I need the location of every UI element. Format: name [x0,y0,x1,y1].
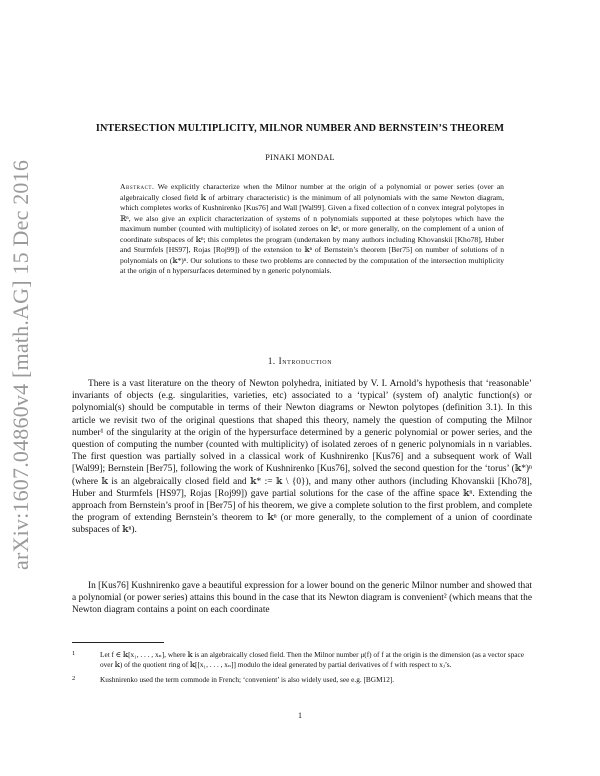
arxiv-stamp: arXiv:1607.04860v4 [math.AG] 15 Dec 2016 [8,159,33,570]
section-title: Introduction [278,356,333,366]
footnote-mark: 2 [72,674,76,682]
footnote-1 [72,650,532,671]
footnote-2 [72,675,532,685]
abstract [120,182,504,277]
paragraph-intro: There is a vast literature on the theory of Newton polyhedra, initiated by V. I. Arnold’s hypothesis that ‘reasonable’ invariants of objects (e.g. singularities, varieties, etc) associated to a ‘typical’ (system of) analytic function(s) or polynomial(s) should be computable in terms of their Newton diagrams or Newton polytopes (definition 3.1). In this article we revisit two of the original questions that shaped this theory, namely the question of computing the Milnor number¹ of the singularity at the origin of the hypersurface determined by a generic polynomial or power series, and the question of computing the number (counted with multiplicity) of isolated zeroes of n generic polynomials in n variables. The first question was partially solved in a classical work of Kushnirenko [Kus76] and a subsequent work of Wall [Wal99]; Bernstein [Ber75], following the work of Kushnirenko [Kus76], solved the second question for the ‘torus’ (𝕜*)ⁿ (where 𝕜 is an algebraically closed field and 𝕜* := 𝕜 \ {0}), and many other authors (including Khovanskii [Kho78], Huber and Sturmfels [HS97], Rojas [Roj99]) gave partial solutions for the case of the affine space 𝕜ⁿ. Extending the approach from Bernstein’s proof in [Ber75] of his theorem, we give a complete solution to the first problem, and complete the program of extending Bernstein’s theorem to 𝕜ⁿ (or more generally, to the complement of a union of coordinate subspaces of 𝕜ⁿ). [72,379,532,536]
abstract-text: We explicitly characterize when the Milnor number at the origin of a polynomial or power series (over an algebraically closed field 𝕜 of arbitrary characteristic) is the minimum of all polynomials with the same Newton diagram, which completes works of Kushnirenko [Kus76] and Wall [Wal99]. Given a fixed collection of n convex integral polytopes in ℝⁿ, we also give an explicit characterization of systems of n polynomials supported at these polytopes which have the maximum number (counted with multiplicity) of isolated zeroes on 𝕜ⁿ, or more generally, on the complement of a union of coordinate subspaces of 𝕜ⁿ; this completes the program (undertaken by many authors including Khovanskii [Kho78], Huber and Sturmfels [HS97], Rojas [Roj99]) of the extension to 𝕜ⁿ of Bernstein’s theorem [Ber75] on number of solutions of n polynomials on (𝕜*)ⁿ. Our solutions to these two problems are connected by the computation of the intersection multiplicity at the origin of n hypersurfaces determined by n generic polynomials. [120,182,504,275]
author-name: PINAKI MONDAL [265,153,335,162]
footnote-mark: 1 [72,650,76,657]
footnote-rule [72,642,164,643]
section-number: 1. [267,356,276,366]
paper-title: INTERSECTION MULTIPLICITY, MILNOR NUMBER AND BERNSTEIN’S THEOREM [95,123,505,134]
footnotes [72,650,532,689]
footnote-text: Kushnirenko used the term commode in French; ‘convenient’ is also widely used, see e.g. [BGM12]. [100,674,395,684]
page-number: 1 [298,711,302,720]
footnote-text: Let f ∈ 𝕜[x₁, . . . , xₙ], where 𝕜 is an algebraically closed field. Then the Milnor number μ(f) of f at the origin is the dimension (as a vector space over 𝕜) of the quotient ring of 𝕜[[x₁, . . . , xₙ]] modulo the ideal generated by partial derivatives of f with respect to xⱼ’s. [100,650,524,670]
abstract-label: Abstract. [120,182,155,191]
paragraph-kushnirenko: In [Kus76] Kushnirenko gave a beautiful expression for a lower bound on the generic Milnor number and showed that a polynomial (or power series) attains this bound in the case that its Newton diagram is convenient² (which means that the Newton diagram contains a point on each coordinate [72,581,532,616]
section-heading [70,356,530,366]
